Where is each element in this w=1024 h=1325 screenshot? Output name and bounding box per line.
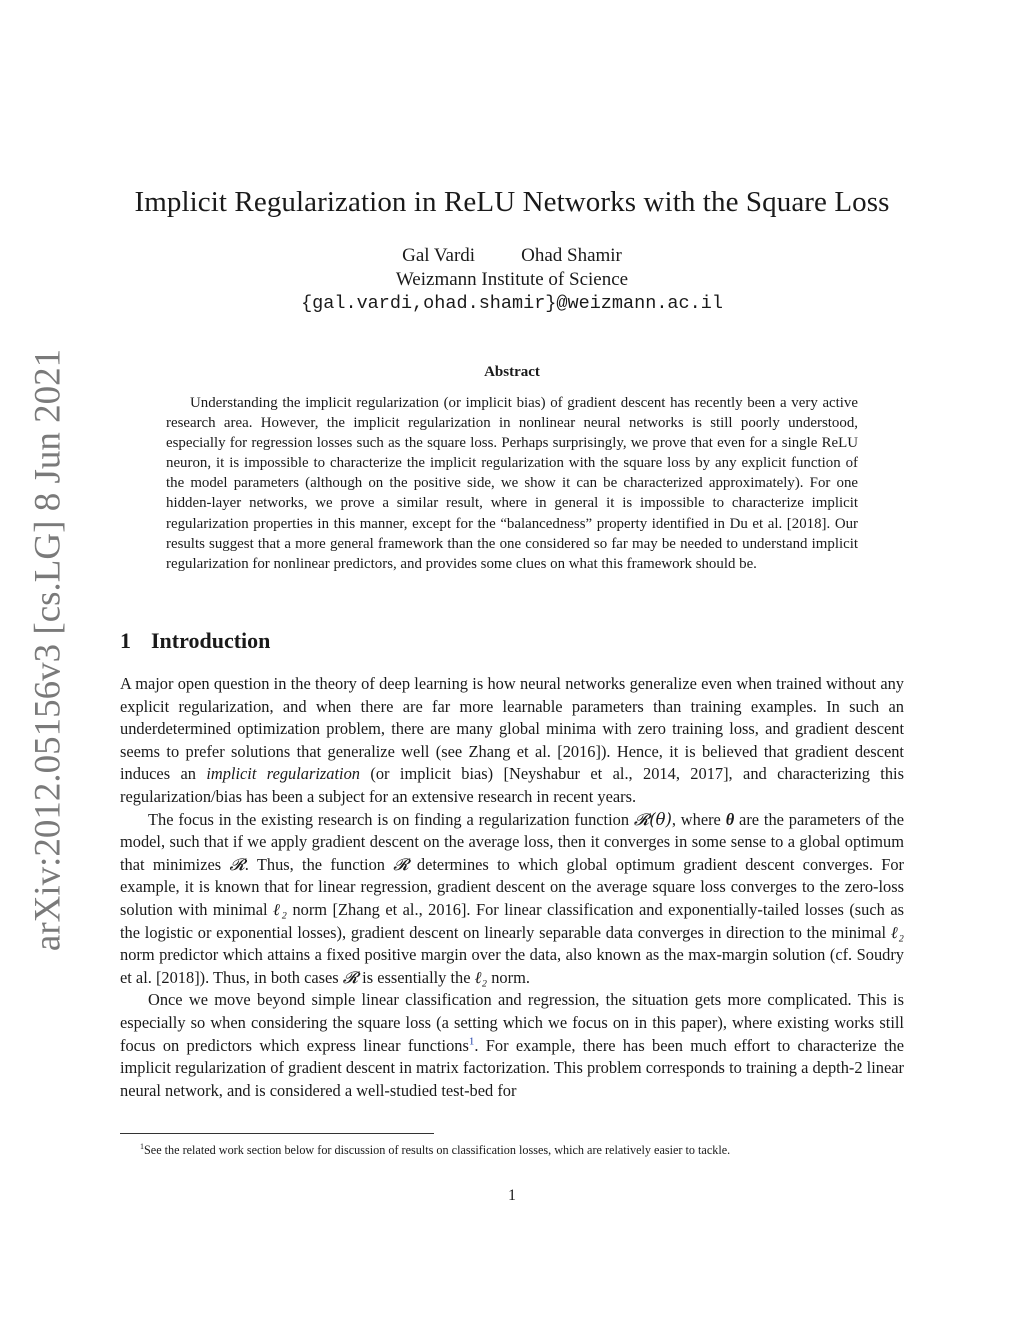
text-run: A major open question in the theory of deep learning is how neural networks generalize even when trained without any explicit regularization, and when there are far more learnable parameters than training examples. In such an underdetermined optimization problem, there are many global minima with zero training loss, and gradient descent seems to prefer solutions that generalize well (see Zhang et al. [2016]). Hence, it is believed that gradient descent induces an [120, 674, 904, 784]
math-l2: ℓ₂ [273, 899, 287, 919]
math-R-theta: 𝓡(θ) [633, 809, 672, 829]
text-run: (or implicit bias) [Neyshabur et al., 2014, 2017], and characterizing this regularization/bias has been a subject for an extensive research in recent years. [120, 764, 904, 806]
abstract-text: Understanding the implicit regularization (or implicit bias) of gradient descent has recently been a very active research area. However, the implicit regularization in nonlinear neural networks is still poorly understood, especially for regression losses such as the square loss. Perhaps surprisingly, we prove that even for a single ReLU neuron, it is impossible to characterize the implicit regularization with the square loss by any explicit function of the model parameters (although on the positive side, we show it can be characterized approximately). For one hidden-layer networks, we prove a similar result, where in general it is impossible to characterize implicit regularization properties in this manner, except for the “balancedness” property identified in Du et al. [2018]. Our results suggest that a more general framework than the one considered so far may be needed to understand implicit regularization for nonlinear predictors, and provides some clues on what this framework should be. [166, 395, 858, 572]
author-block [0, 244, 1024, 316]
text-run: Once we move beyond simple linear classification and regression, the situation gets more complicated. This is especially so when considering the square loss (a setting which we focus on in this paper), where existing works still focus on predictors which express linear functions [120, 990, 904, 1055]
text-run: norm. [487, 967, 530, 987]
author-names [0, 244, 1024, 268]
math-R: 𝓡 [229, 854, 245, 874]
text-run: . Thus, the function [244, 854, 394, 874]
text-run: norm predictor which attains a fixed positive margin over the data, also known as the max-margin solution (cf. Soudry et al. [2018]). Thus, in both cases [120, 945, 904, 987]
intro-paragraph-2 [120, 809, 904, 990]
math-R: 𝓡 [342, 967, 359, 987]
paper-title: Implicit Regularization in ReLU Networks with the Square Loss [134, 186, 890, 218]
footnote [120, 1139, 904, 1158]
author-name: Gal Vardi [402, 245, 476, 266]
intro-paragraph-1 [120, 673, 904, 809]
footnote-mark: 1 [140, 1142, 144, 1151]
math-l2: ℓ₂ [890, 922, 905, 942]
math-R: 𝓡 [393, 854, 409, 874]
author-email: {gal.vardi,ohad.shamir}@weizmann.ac.il [301, 293, 723, 314]
section-number: 1 [120, 628, 131, 653]
author-name: Ohad Shamir [521, 245, 622, 266]
arxiv-identifier-text: arXiv:2012.05156v3 [cs.LG] 8 Jun 2021 [27, 348, 69, 952]
section-title: Introduction [151, 628, 271, 653]
text-run: norm [Zhang et al., 2016]. For linear classification and exponentially-tailed losses (such as the logistic or exponential losses), gradient descent on linearly separable data converges in direction to the minimal [120, 899, 904, 942]
page-number: 1 [508, 1187, 516, 1204]
abstract-heading: Abstract [484, 364, 540, 380]
author-affiliation: Weizmann Institute of Science [395, 269, 629, 290]
introduction-body [120, 673, 904, 1102]
footnote-divider [120, 1133, 434, 1134]
text-run: The focus in the existing research is on finding a regularization function [148, 809, 634, 829]
text-run: is essentially the [358, 967, 475, 987]
text-run: determines to which global optimum gradient descent converges. For example, it is known that for linear regression, gradient descent on the average square loss converges to the zero-loss solution with minimal [120, 854, 904, 919]
intro-paragraph-3 [120, 989, 904, 1102]
text-run: are the parameters of the model, such that if we apply gradient descent on the average loss, then it converges in some sense to a global optimum that minimizes [120, 809, 904, 874]
footnote-text: See the related work section below for discussion of results on classification losses, which are relatively easier to tackle. [144, 1143, 731, 1158]
text-run: . For example, there has been much effort to characterize the implicit regularization of gradient descent in matrix factorization. This problem corresponds to training a depth-2 linear neural network, and is considered a well-studied test-bed for [120, 1035, 904, 1100]
text-run: , where [671, 809, 726, 829]
math-l2: ℓ₂ [474, 967, 488, 987]
emphasis-implicit-regularization: implicit regularization [206, 764, 360, 784]
footnote-link[interactable]: 1 [468, 1035, 475, 1048]
section-heading [120, 626, 270, 656]
math-theta: θ [725, 809, 735, 829]
